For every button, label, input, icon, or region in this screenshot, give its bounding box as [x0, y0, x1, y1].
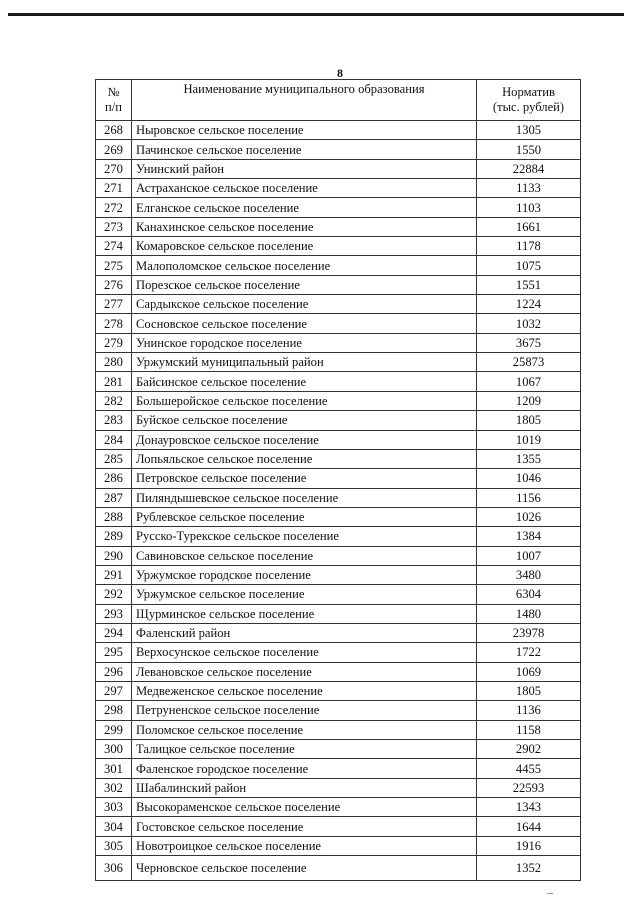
table-row	[96, 817, 581, 836]
row-number: 283	[96, 411, 132, 430]
norm-value: 1103	[477, 198, 581, 217]
row-number: 269	[96, 140, 132, 159]
municipality-name: Унинское городское поселение	[132, 333, 477, 352]
municipality-name: Шабалинский район	[132, 778, 477, 797]
municipality-name: Донауровское сельское поселение	[132, 430, 477, 449]
municipality-name: Унинский район	[132, 159, 477, 178]
header-norm-line2: (тыс. рублей)	[492, 100, 565, 114]
table-row	[96, 121, 581, 140]
municipality-name: Уржумское городское поселение	[132, 565, 477, 584]
norm-value: 1032	[477, 314, 581, 333]
row-number: 280	[96, 353, 132, 372]
norm-value: 22593	[477, 778, 581, 797]
norm-value: 1805	[477, 681, 581, 700]
table-row	[96, 333, 581, 352]
norm-value: 1805	[477, 411, 581, 430]
row-number: 272	[96, 198, 132, 217]
row-number: 303	[96, 798, 132, 817]
norm-value: 1343	[477, 798, 581, 817]
top-border-rule	[8, 13, 624, 16]
table-row	[96, 740, 581, 759]
norm-value: 1046	[477, 469, 581, 488]
norm-value: 1069	[477, 662, 581, 681]
municipality-name: Новотроицкое сельское поселение	[132, 836, 477, 855]
row-number: 274	[96, 237, 132, 256]
row-number: 271	[96, 179, 132, 198]
municipality-name: Поломское сельское поселение	[132, 720, 477, 739]
row-number: 277	[96, 295, 132, 314]
table-row	[96, 681, 581, 700]
table-body	[96, 121, 581, 881]
header-norm	[477, 80, 581, 121]
municipality-name: Петровское сельское поселение	[132, 469, 477, 488]
scan-mark	[547, 893, 553, 894]
municipality-name: Елганское сельское поселение	[132, 198, 477, 217]
norm-value: 1305	[477, 121, 581, 140]
municipality-name: Малополомское сельское поселение	[132, 256, 477, 275]
table-row	[96, 430, 581, 449]
municipality-name: Уржумский муниципальный район	[132, 353, 477, 372]
norm-value: 25873	[477, 353, 581, 372]
norm-value: 1209	[477, 391, 581, 410]
norm-value: 1916	[477, 836, 581, 855]
municipality-name: Пачинское сельское поселение	[132, 140, 477, 159]
row-number: 275	[96, 256, 132, 275]
row-number: 285	[96, 449, 132, 468]
table-row	[96, 662, 581, 681]
table-row	[96, 256, 581, 275]
table-row	[96, 140, 581, 159]
municipality-name: Фаленское городское поселение	[132, 759, 477, 778]
norm-value: 1355	[477, 449, 581, 468]
table-row	[96, 353, 581, 372]
header-num	[96, 80, 132, 121]
norm-value: 1384	[477, 527, 581, 546]
row-number: 290	[96, 546, 132, 565]
municipality-name: Савиновское сельское поселение	[132, 546, 477, 565]
row-number: 306	[96, 856, 132, 881]
norm-value: 1075	[477, 256, 581, 275]
row-number: 298	[96, 701, 132, 720]
row-number: 292	[96, 585, 132, 604]
norms-table	[95, 79, 581, 881]
municipality-name: Сардыкское сельское поселение	[132, 295, 477, 314]
table-row	[96, 759, 581, 778]
table-row	[96, 720, 581, 739]
norm-value: 6304	[477, 585, 581, 604]
norm-value: 1026	[477, 507, 581, 526]
municipality-name: Комаровское сельское поселение	[132, 237, 477, 256]
norm-value: 1722	[477, 643, 581, 662]
norm-value: 1644	[477, 817, 581, 836]
municipality-name: Рублевское сельское поселение	[132, 507, 477, 526]
table-row	[96, 179, 581, 198]
norm-value: 1480	[477, 604, 581, 623]
table-row	[96, 565, 581, 584]
municipality-name: Уржумское сельское поселение	[132, 585, 477, 604]
header-name-text: Наименование муниципального образования	[183, 82, 425, 96]
norm-value: 3480	[477, 565, 581, 584]
row-number: 286	[96, 469, 132, 488]
table-row	[96, 798, 581, 817]
municipality-name: Петруненское сельское поселение	[132, 701, 477, 720]
table-row	[96, 856, 581, 881]
row-number: 300	[96, 740, 132, 759]
table-header-row	[96, 80, 581, 121]
norm-value: 3675	[477, 333, 581, 352]
norm-value: 1550	[477, 140, 581, 159]
municipality-name: Фаленский район	[132, 623, 477, 642]
norm-value: 22884	[477, 159, 581, 178]
norm-value: 1158	[477, 720, 581, 739]
norm-value: 1133	[477, 179, 581, 198]
municipality-name: Байсинское сельское поселение	[132, 372, 477, 391]
row-number: 288	[96, 507, 132, 526]
row-number: 282	[96, 391, 132, 410]
municipality-name: Медвеженское сельское поселение	[132, 681, 477, 700]
municipality-name: Канахинское сельское поселение	[132, 217, 477, 236]
row-number: 297	[96, 681, 132, 700]
row-number: 295	[96, 643, 132, 662]
municipality-name: Гостовское сельское поселение	[132, 817, 477, 836]
norm-value: 1156	[477, 488, 581, 507]
row-number: 305	[96, 836, 132, 855]
row-number: 268	[96, 121, 132, 140]
table-row	[96, 372, 581, 391]
row-number: 301	[96, 759, 132, 778]
norm-value: 1019	[477, 430, 581, 449]
row-number: 270	[96, 159, 132, 178]
row-number: 279	[96, 333, 132, 352]
row-number: 284	[96, 430, 132, 449]
municipality-name: Астраханское сельское поселение	[132, 179, 477, 198]
header-name	[132, 80, 477, 121]
municipality-name: Щурминское сельское поселение	[132, 604, 477, 623]
table-row	[96, 527, 581, 546]
table-row	[96, 469, 581, 488]
municipality-name: Большеройское сельское поселение	[132, 391, 477, 410]
municipality-name: Сосновское сельское поселение	[132, 314, 477, 333]
municipality-name: Порезское сельское поселение	[132, 275, 477, 294]
row-number: 304	[96, 817, 132, 836]
norm-value: 4455	[477, 759, 581, 778]
municipality-name: Талицкое сельское поселение	[132, 740, 477, 759]
table-row	[96, 217, 581, 236]
norm-value: 1007	[477, 546, 581, 565]
table-row	[96, 275, 581, 294]
municipality-name: Левановское сельское поселение	[132, 662, 477, 681]
municipality-name: Лопьяльское сельское поселение	[132, 449, 477, 468]
row-number: 299	[96, 720, 132, 739]
norm-value: 1551	[477, 275, 581, 294]
municipality-name: Буйское сельское поселение	[132, 411, 477, 430]
table-row	[96, 585, 581, 604]
norm-value: 1661	[477, 217, 581, 236]
norm-value: 1178	[477, 237, 581, 256]
municipality-name: Черновское сельское поселение	[132, 856, 477, 881]
row-number: 287	[96, 488, 132, 507]
municipality-name: Верхосунское сельское поселение	[132, 643, 477, 662]
table-row	[96, 198, 581, 217]
table-row	[96, 488, 581, 507]
municipality-name: Русско-Турекское сельское поселение	[132, 527, 477, 546]
table-row	[96, 295, 581, 314]
table-row	[96, 507, 581, 526]
norm-value: 1352	[477, 856, 581, 881]
row-number: 302	[96, 778, 132, 797]
header-num-line1: №	[107, 85, 120, 99]
table-row	[96, 391, 581, 410]
table-row	[96, 778, 581, 797]
table-row	[96, 411, 581, 430]
row-number: 293	[96, 604, 132, 623]
norm-value: 2902	[477, 740, 581, 759]
row-number: 281	[96, 372, 132, 391]
table-row	[96, 604, 581, 623]
table-row	[96, 449, 581, 468]
row-number: 276	[96, 275, 132, 294]
table-row	[96, 546, 581, 565]
row-number: 296	[96, 662, 132, 681]
table-row	[96, 836, 581, 855]
page-number: 8	[337, 66, 343, 80]
table-row	[96, 237, 581, 256]
table-row	[96, 314, 581, 333]
row-number: 289	[96, 527, 132, 546]
municipality-name: Пиляндышевское сельское поселение	[132, 488, 477, 507]
table-row	[96, 159, 581, 178]
municipality-name: Ныровское сельское поселение	[132, 121, 477, 140]
row-number: 273	[96, 217, 132, 236]
norm-value: 1136	[477, 701, 581, 720]
table-row	[96, 643, 581, 662]
norm-value: 23978	[477, 623, 581, 642]
header-norm-line1: Норматив	[502, 85, 555, 99]
table-row	[96, 623, 581, 642]
table-row	[96, 701, 581, 720]
header-num-line2: п/п	[105, 100, 122, 114]
row-number: 294	[96, 623, 132, 642]
municipality-name: Высокораменское сельское поселение	[132, 798, 477, 817]
norm-value: 1067	[477, 372, 581, 391]
row-number: 278	[96, 314, 132, 333]
row-number: 291	[96, 565, 132, 584]
norm-value: 1224	[477, 295, 581, 314]
